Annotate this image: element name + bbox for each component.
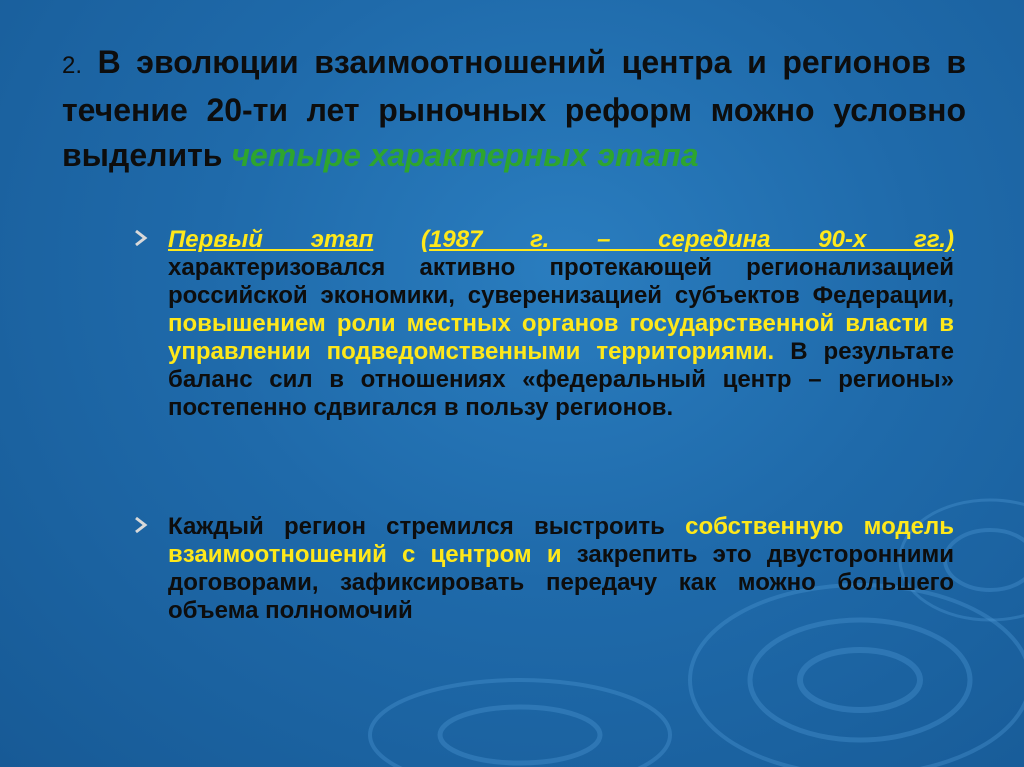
first-stage-highlight: повышением роли местных органов государственной власти в управлении подведомственными территориями. (168, 310, 954, 365)
chevron-right-bullet-icon (133, 515, 149, 535)
first-stage-label: Первый этап (168, 226, 374, 253)
first-stage-period: (1987 г. – середина 90-х гг.) (421, 226, 955, 253)
first-stage-result: В результате баланс сил в отношениях «федеральный центр – регионы» постепенно сдвигался в пользу регионов. (168, 338, 954, 421)
bullet-first-stage (168, 226, 954, 422)
bullet-regional-models (168, 513, 954, 625)
regional-text-end: закрепить это двусторонними договорами, зафиксировать передачу как можно большего объема полномочий (168, 541, 954, 624)
title-text: В эволюции взаимоотношений центра и регионов в течение 20-ти лет рыночных реформ можно условно выделить (62, 44, 967, 173)
slide-title (62, 40, 966, 178)
regional-text: Каждый регион стремился выстроить (168, 513, 665, 540)
first-stage-heading (168, 226, 954, 254)
chevron-right-bullet-icon (133, 228, 149, 248)
regional-highlight: собственную модель взаимоотношений с центром и (168, 513, 954, 568)
title-number: 2. (62, 52, 83, 79)
first-stage-text: характеризовался активно протекающей регионализацией российской экономики, суверенизацией субъектов Федерации, (168, 254, 954, 309)
title-highlight: четыре характерных этапа (231, 137, 699, 173)
